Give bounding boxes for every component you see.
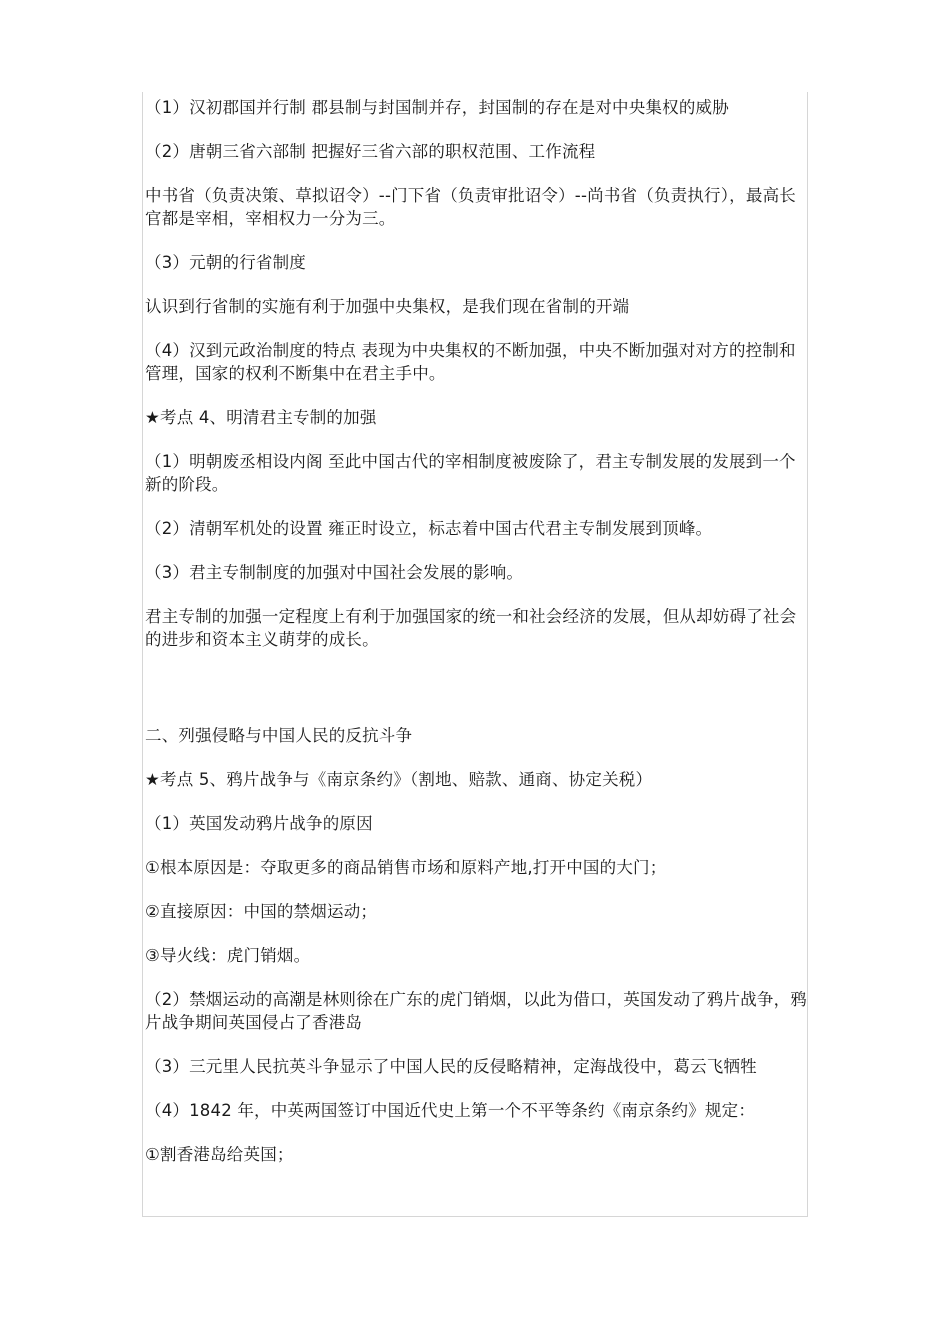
paragraph: 认识到行省制的实施有利于加强中央集权，是我们现在省制的开端 bbox=[145, 297, 630, 316]
section-heading: ★考点 5、鸦片战争与《南京条约》（割地、赔款、通商、协定关税） bbox=[145, 770, 653, 789]
document-body bbox=[145, 96, 807, 1187]
paragraph: （2）清朝军机处的设置 雍正时设立，标志着中国古代君主专制发展到顶峰。 bbox=[145, 519, 713, 538]
paragraph: （1）汉初郡国并行制 郡县制与封国制并存，封国制的存在是对中央集权的威胁 bbox=[145, 98, 729, 117]
paragraph: （2）禁烟运动的高潮是林则徐在广东的虎门销烟，以此为借口，英国发动了鸦片战争，鸦片战争期间英国侵占了香港岛 bbox=[145, 990, 807, 1032]
paragraph: （2）唐朝三省六部制 把握好三省六部的职权范围、工作流程 bbox=[145, 142, 596, 161]
paragraph: （1）明朝废丞相设内阁 至此中国古代的宰相制度被废除了，君主专制发展的发展到一个新的阶段。 bbox=[145, 452, 796, 494]
paragraph: （4）汉到元政治制度的特点 表现为中央集权的不断加强，中央不断加强对对方的控制和管理，国家的权利不断集中在君主手中。 bbox=[145, 341, 796, 383]
spacer bbox=[145, 672, 807, 724]
list-item: ①割香港岛给英国； bbox=[145, 1145, 294, 1164]
list-item: ①根本原因是：夺取更多的商品销售市场和原料产地,打开中国的大门； bbox=[145, 858, 667, 877]
paragraph: （3）三元里人民抗英斗争显示了中国人民的反侵略精神，定海战役中，葛云飞牺牲 bbox=[145, 1057, 757, 1076]
paragraph: （1）英国发动鸦片战争的原因 bbox=[145, 814, 373, 833]
list-item: ③导火线：虎门销烟。 bbox=[145, 946, 311, 965]
paragraph: （3）元朝的行省制度 bbox=[145, 253, 306, 272]
paragraph: （3）君主专制制度的加强对中国社会发展的影响。 bbox=[145, 563, 524, 582]
paragraph: 中书省（负责决策、草拟诏令）--门下省（负责审批诏令）--尚书省（负责执行），最高长官都是宰相，宰相权力一分为三。 bbox=[145, 186, 796, 228]
paragraph: （4）1842 年，中英两国签订中国近代史上第一个不平等条约《南京条约》规定： bbox=[145, 1101, 756, 1120]
list-item: ②直接原因：中国的禁烟运动； bbox=[145, 902, 378, 921]
paragraph: 君主专制的加强一定程度上有利于加强国家的统一和社会经济的发展，但从却妨碍了社会的进步和资本主义萌芽的成长。 bbox=[145, 607, 797, 649]
section-heading: ★考点 4、明清君主专制的加强 bbox=[145, 408, 377, 427]
chapter-heading: 二、列强侵略与中国人民的反抗斗争 bbox=[145, 726, 413, 745]
